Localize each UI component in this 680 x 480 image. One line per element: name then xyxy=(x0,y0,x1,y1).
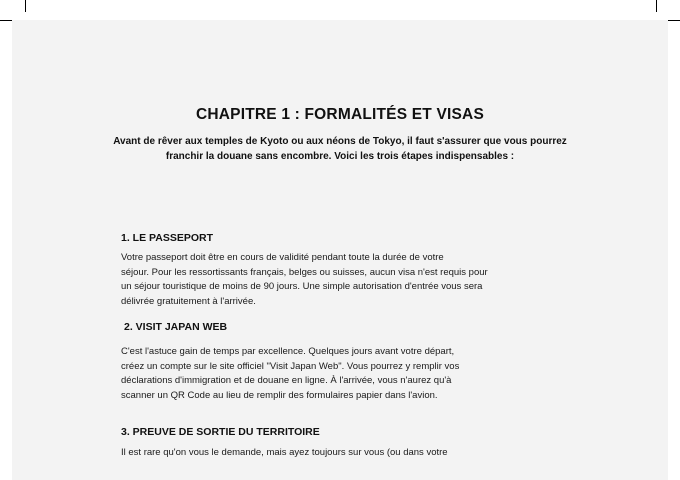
intro-paragraph: Avant de rêver aux temples de Kyoto ou aux néons de Tokyo, il faut s'assurer que vous pourrez franchir la douane sans encombre. Voici les trois étapes indispensables : xyxy=(113,136,567,162)
section-body-visit-japan-web: C'est l'astuce gain de temps par excellence. Quelques jours avant votre départ, créez un compte sur le site officiel "Visit Japan Web". Vous pourrez y remplir vos déclarations d'immigration et de douane en ligne. À l'arrivée, vous n'aurez qu'à scanner un QR Code au lieu de remplir des formulaires papier dans l'avion. xyxy=(121,346,460,401)
document-page xyxy=(12,20,668,480)
section-heading-visit-japan-web: 2. VISIT JAPAN WEB xyxy=(124,321,228,333)
chapter-title: CHAPITRE 1 : FORMALITÉS ET VISAS xyxy=(195,106,484,123)
section-body-exit-proof: Il est rare qu'on vous le demande, mais ayez toujours sur vous (ou dans votre xyxy=(121,447,448,458)
crop-mark-top-right-vertical xyxy=(656,0,657,12)
crop-mark-top-right-horizontal xyxy=(668,20,680,21)
section-body-passport: Votre passeport doit être en cours de validité pendant toute la durée de votre séjour. Pour les ressortissants français, belges ou suisses, aucun visa n'est requis pour un séjour touristique de moins de 90 jours. Une simple autorisation d'entrée vous sera délivrée gratuitement à l'arrivée. xyxy=(121,252,488,307)
section-heading-exit-proof: 3. PREUVE DE SORTIE DU TERRITOIRE xyxy=(121,426,320,438)
section-heading-passport: 1. LE PASSEPORT xyxy=(121,232,213,244)
crop-mark-top-left-horizontal xyxy=(0,20,12,21)
crop-mark-top-left-vertical xyxy=(25,0,26,12)
